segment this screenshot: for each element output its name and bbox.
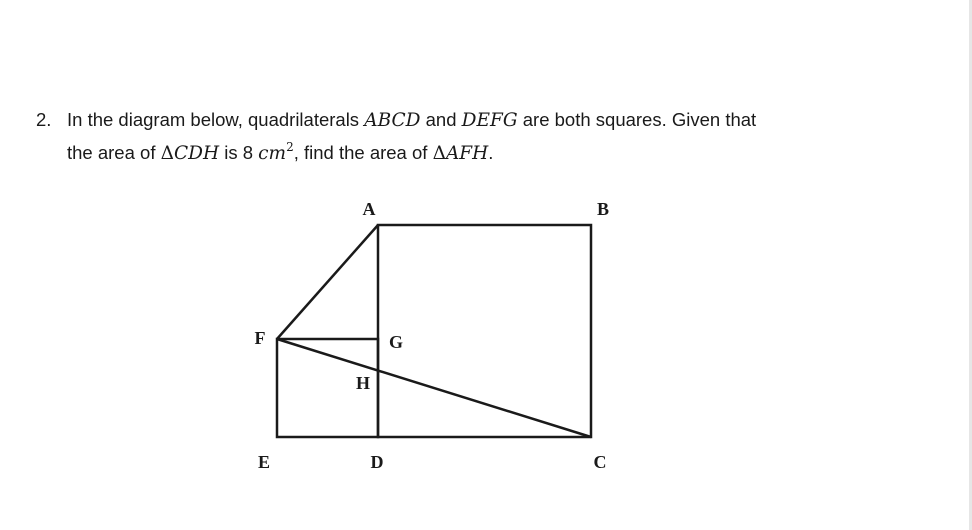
triangle-afh-name: AFH: [445, 143, 489, 164]
segment-af: [277, 225, 378, 339]
area-exponent: 2: [286, 140, 294, 154]
triangle-symbol: Δ: [160, 143, 174, 164]
q-text: and: [420, 109, 462, 130]
area-unit: cm: [258, 143, 287, 164]
label-d: D: [370, 452, 384, 472]
q-text: the area of: [67, 142, 161, 163]
label-b: B: [596, 199, 610, 219]
label-f: F: [254, 328, 266, 348]
segment-fc: [277, 339, 591, 437]
square-abcd-name: ABCD: [364, 110, 421, 131]
q-text: are both squares. Given that: [517, 109, 757, 130]
square-defg-name: DEFG: [461, 110, 518, 131]
question-number: 2.: [36, 109, 52, 130]
q-text: .: [488, 142, 494, 163]
q-text: is: [219, 142, 243, 163]
q-text: , find the area of: [293, 142, 433, 163]
triangle-cdh-name: CDH: [173, 143, 220, 164]
label-g: G: [388, 332, 404, 352]
label-h: H: [355, 373, 371, 393]
triangle-symbol: Δ: [432, 143, 446, 164]
label-c: C: [593, 452, 607, 472]
label-e: E: [257, 452, 271, 472]
label-a: A: [362, 199, 376, 219]
area-value: 8: [242, 142, 254, 163]
square-abcd: [378, 225, 591, 437]
q-text: In the diagram below, quadrilaterals: [67, 109, 365, 130]
